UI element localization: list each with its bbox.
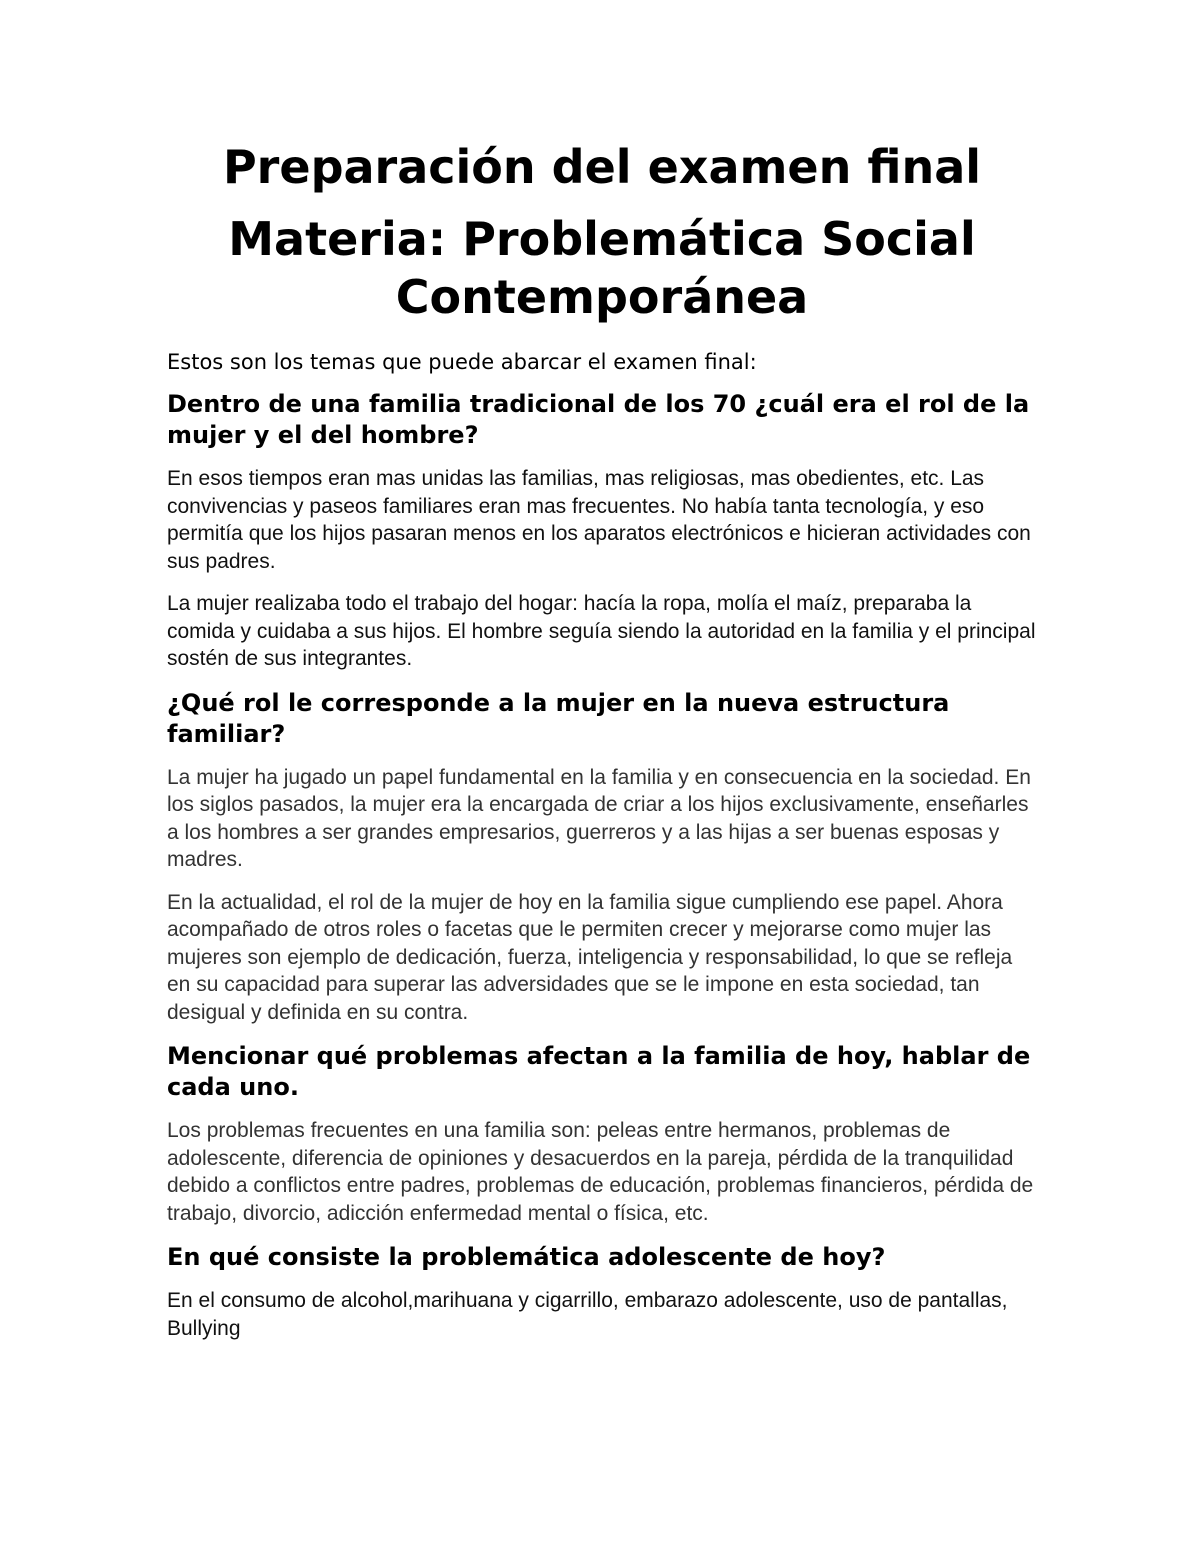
paragraph-woman-role-2: En la actualidad, el rol de la mujer de hoy en la familia sigue cumpliendo ese papel. Ahora acompañado de otros roles o facetas que le permiten crecer y mejorarse como mujer las mujeres son ejemplo de dedicación, fuerza, inteligencia y responsabilidad, lo que se refleja en su capacidad para superar las adversidades que se le impone en esta sociedad, tan desigual y definida en su contra. [167, 890, 1013, 1024]
paragraph-adolescent-problems: En el consumo de alcohol,marihuana y cigarrillo, embarazo adolescente, uso de pantallas, Bullying [167, 1289, 1008, 1340]
document-subject-title: Materia: Problemática Social Contemporánea [228, 212, 976, 324]
document-title: Preparación del examen final [222, 140, 982, 194]
paragraph-woman-role-1: La mujer ha jugado un papel fundamental en la familia y en consecuencia en la sociedad. En los siglos pasados, la mujer era la encargada de criar a los hijos exclusivamente, enseñarles a los hombres a ser grandes empresarios, guerreros y a las hijas a ser buenas esposas y madres. [167, 765, 1031, 871]
document-body [167, 138, 1037, 1357]
paragraph-family-problems: Los problemas frecuentes en una familia son: peleas entre hermanos, problemas de adolescente, diferencia de opiniones y desacuerdos en la pareja, pérdida de la tranquilidad debido a conflictos entre padres, problemas de educación, problemas financieros, pérdida de trabajo, divorcio, adicción enfermedad mental o física, etc. [167, 1119, 1034, 1225]
paragraph-traditional-family-1: En esos tiempos eran mas unidas las familias, mas religiosas, mas obedientes, etc. Las convivencias y paseos familiares eran mas frecuentes. No había tanta tecnología, y eso permitía que los hijos pasaran menos en los aparatos electrónicos e hicieran actividades con sus padres. [167, 467, 1031, 573]
section-heading-family-problems: Mencionar qué problemas afectan a la familia de hoy, hablar de cada uno. [167, 1042, 1031, 1101]
paragraph-traditional-family-2: La mujer realizaba todo el trabajo del hogar: hacía la ropa, molía el maíz, preparaba la comida y cuidaba a sus hijos. El hombre seguía siendo la autoridad en la familia y el principal sostén de sus integrantes. [167, 592, 1036, 670]
intro-text: Estos son los temas que puede abarcar el examen final: [167, 350, 757, 374]
section-heading-traditional-family: Dentro de una familia tradicional de los 70 ¿cuál era el rol de la mujer y el del hombre? [167, 390, 1030, 449]
section-heading-adolescent-problems: En qué consiste la problemática adolescente de hoy? [167, 1243, 886, 1271]
section-heading-woman-role: ¿Qué rol le corresponde a la mujer en la nueva estructura familiar? [167, 688, 950, 748]
